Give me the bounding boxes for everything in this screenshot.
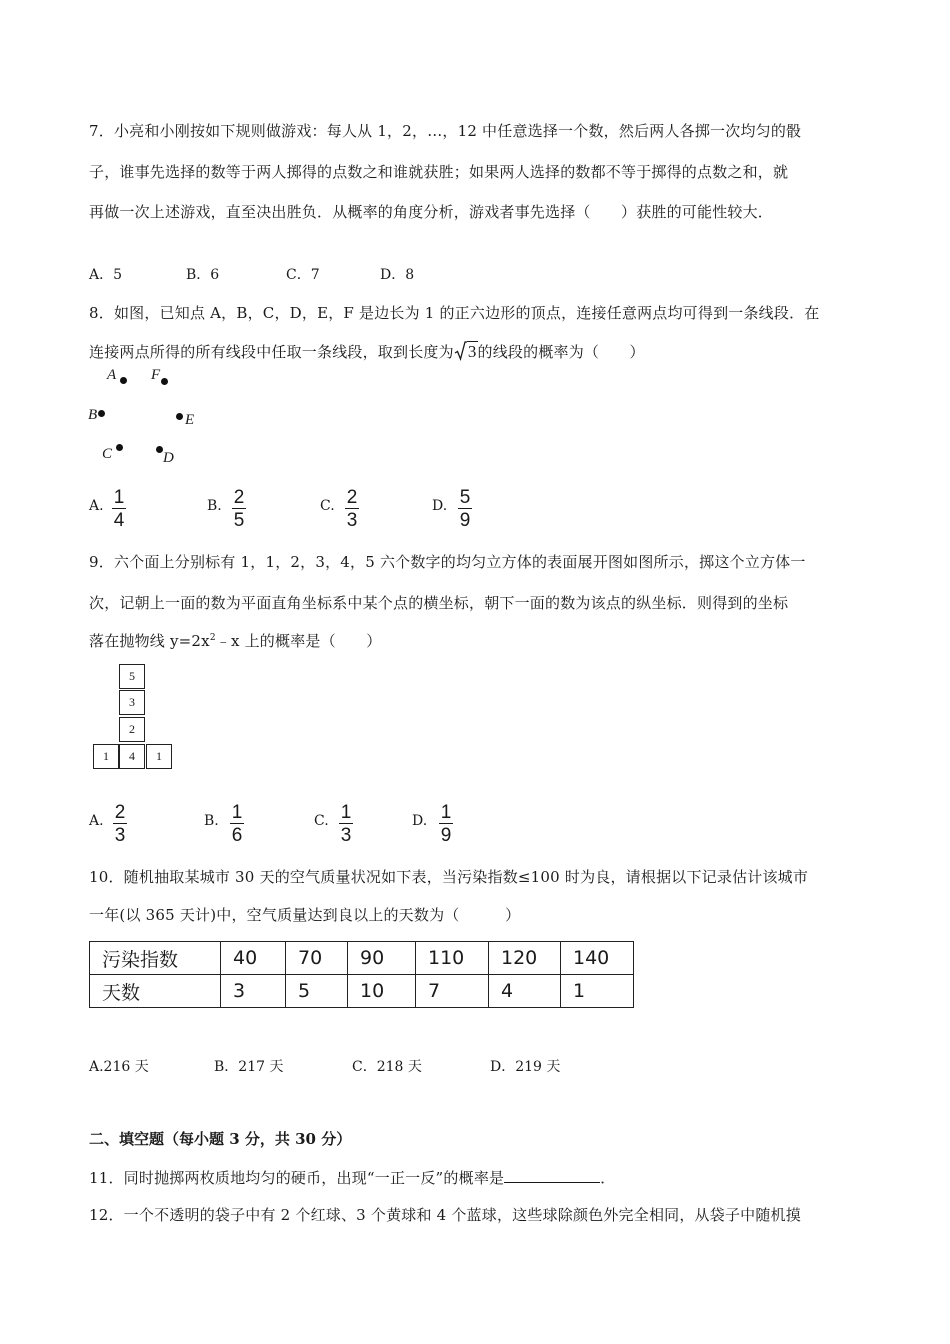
net-cell-3: 3 [119, 690, 145, 715]
q9-line-1: 9．六个面上分别标有 1，1，2，3，4，5 六个数字的均匀立方体的表面展开图如图所示，掷这个立方体一 [89, 553, 806, 571]
q8-line-1: 8．如图，已知点 A，B，C，D，E，F 是边长为 1 的正六边形的顶点，连接任意两点均可得到一条线段．在 [89, 304, 820, 322]
q9-option-b-label: B. [204, 813, 219, 829]
table-row-days [90, 975, 634, 1008]
point-label-b: B [88, 407, 98, 423]
q8-option-b-label: B. [207, 498, 222, 514]
denominator: 3 [114, 825, 126, 846]
table-cell: 70 [286, 942, 348, 975]
q9-option-a-label: A. [89, 813, 104, 829]
q9-option-d-label: D. [412, 813, 428, 829]
denominator: 9 [459, 510, 471, 531]
exponent: 2 [209, 633, 216, 643]
point-label-a: A [107, 367, 117, 383]
table-cell: 1 [561, 975, 634, 1008]
net-cell-5: 5 [119, 664, 145, 689]
table-cell: 5 [286, 975, 348, 1008]
numerator: 2 [346, 487, 358, 508]
q9-option-c-fraction [339, 803, 353, 845]
q10-option-d: D．219 天 [490, 1059, 561, 1075]
q8-option-a-label: A. [89, 498, 104, 514]
q12-line-1: 12．一个不透明的袋子中有 2 个红球、3 个黄球和 4 个蓝球，这些球除颜色外完全相同，从袋子中随机摸 [89, 1206, 801, 1224]
q9-option-a-fraction [113, 803, 127, 845]
q7-option-d: D．8 [380, 267, 415, 283]
q8-line-2-pre: 连接两点所得的所有线段中任取一条线段，取到长度为 [89, 343, 454, 361]
q7-line-1: 7．小亮和小刚按如下规则做游戏：每人从 1，2，…，12 中任意选择一个数，然后两人各掷一次均匀的骰 [89, 122, 802, 140]
point-e-dot [176, 413, 183, 420]
q9-option-c-label: C. [314, 813, 329, 829]
table-cell: 120 [489, 942, 561, 975]
table-cell: 90 [348, 942, 416, 975]
table-cell: 7 [416, 975, 489, 1008]
denominator: 4 [113, 510, 125, 531]
table-row-index [90, 942, 634, 975]
table-cell: 140 [561, 942, 634, 975]
point-label-c: C [102, 446, 113, 462]
net-cell-2: 2 [119, 717, 145, 742]
q8-line-2 [89, 341, 645, 362]
point-b-dot [98, 410, 105, 417]
sqrt-three [454, 341, 478, 362]
q9-line-3-post: ﹣x 上的概率是（ ） [215, 632, 382, 650]
denominator: 5 [233, 510, 245, 531]
answer-blank[interactable] [504, 1168, 600, 1183]
table-cell: 天数 [90, 975, 221, 1008]
point-d-dot [156, 446, 163, 453]
q8-option-d-fraction [458, 488, 472, 530]
table-cell: 40 [221, 942, 286, 975]
point-f-dot [161, 378, 168, 385]
numerator: 2 [114, 802, 126, 823]
q10-option-b: B．217 天 [214, 1059, 284, 1075]
q11-text: 11．同时抛掷两枚质地均匀的硬币，出现“一正一反”的概率是 [89, 1169, 505, 1187]
q8-option-c-label: C. [320, 498, 335, 514]
q9-line-3-pre: 落在抛物线 y=2x [89, 632, 210, 650]
q7-line-3: 再做一次上述游戏，直至决出胜负．从概率的角度分析，游戏者事先选择（ ）获胜的可能性较大． [89, 203, 774, 221]
numerator: 1 [340, 802, 352, 823]
point-a-dot [120, 377, 127, 384]
table-cell: 10 [348, 975, 416, 1008]
denominator: 6 [231, 825, 243, 846]
numerator: 1 [113, 487, 125, 508]
point-label-f: F [151, 367, 161, 383]
q10-option-c: C．218 天 [352, 1059, 422, 1075]
q7-option-b: B．6 [186, 267, 220, 283]
q7-line-2: 子，谁事先选择的数等于两人掷得的点数之和谁就获胜；如果两人选择的数都不等于掷得的点数之和，就 [89, 163, 789, 181]
table-cell: 4 [489, 975, 561, 1008]
q8-option-b-fraction [232, 488, 246, 530]
q10-option-a: A.216 天 [89, 1059, 149, 1075]
point-label-d: D [163, 450, 174, 466]
numerator: 1 [231, 802, 243, 823]
q9-option-b-fraction [230, 803, 244, 845]
q10-line-1: 10．随机抽取某城市 30 天的空气质量状况如下表，当污染指数≤100 时为良，请根据以下记录估计该城市 [89, 868, 809, 886]
numerator: 2 [233, 487, 245, 508]
q9-line-2: 次，记朝上一面的数为平面直角坐标系中某个点的横坐标，朝下一面的数为该点的纵坐标．则得到的坐标 [89, 594, 789, 612]
denominator: 3 [340, 825, 352, 846]
q8-option-a-fraction [112, 488, 126, 530]
net-cell-1-left: 1 [93, 744, 119, 769]
denominator: 3 [346, 510, 358, 531]
q8-option-d-label: D. [432, 498, 448, 514]
section-title-fill-in: 二、填空题（每小题 3 分，共 30 分） [89, 1130, 352, 1148]
q8-option-c-fraction [345, 488, 359, 530]
q7-option-c: C．7 [286, 267, 320, 283]
point-label-e: E [185, 412, 195, 428]
q9-option-d-fraction [439, 803, 453, 845]
table-cell: 3 [221, 975, 286, 1008]
table-cell: 110 [416, 942, 489, 975]
q11-end: ． [600, 1169, 616, 1187]
q9-line-3 [89, 630, 381, 651]
numerator: 5 [459, 487, 471, 508]
table-cell: 污染指数 [90, 942, 221, 975]
sqrt-radicand: 3 [467, 342, 477, 361]
net-cell-4: 4 [119, 744, 145, 769]
denominator: 9 [440, 825, 452, 846]
net-cell-1-right: 1 [146, 744, 172, 769]
q10-line-2: 一年(以 365 天计)中，空气质量达到良以上的天数为（ ） [89, 906, 521, 924]
air-quality-table [89, 941, 634, 1008]
q7-option-a: A．5 [89, 267, 123, 283]
numerator: 1 [440, 802, 452, 823]
q11-line [89, 1167, 615, 1188]
q8-line-2-post: 的线段的概率为（ ） [477, 343, 645, 361]
point-c-dot [116, 444, 123, 451]
